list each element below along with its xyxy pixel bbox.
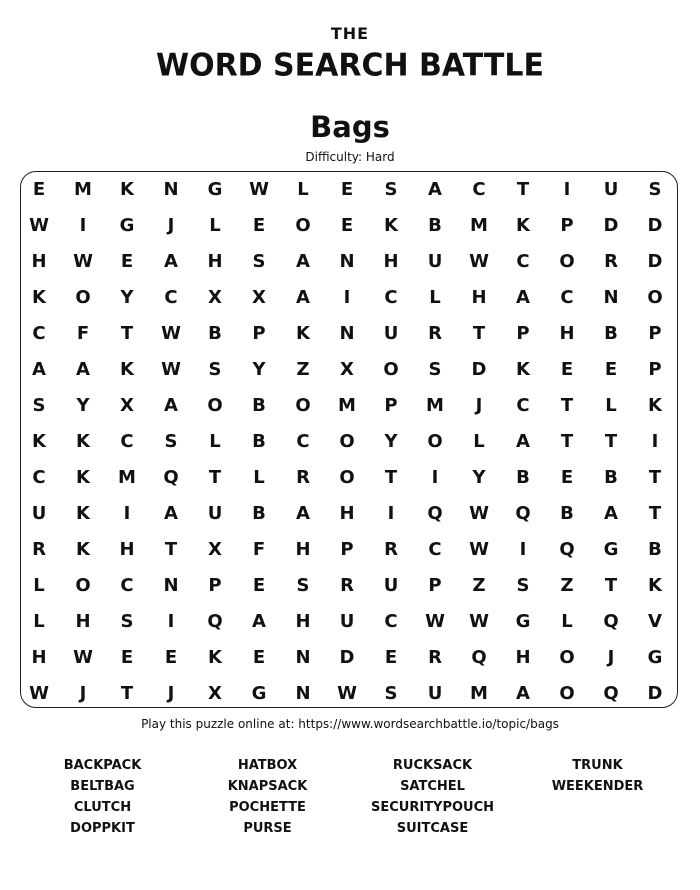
grid-cell: C xyxy=(384,611,398,632)
grid-cell: O xyxy=(75,287,91,308)
grid-cell: C xyxy=(32,323,46,344)
grid-cell: E xyxy=(604,359,618,380)
grid-cell: A xyxy=(604,503,618,524)
grid-cell: J xyxy=(167,215,175,236)
grid-cell: Y xyxy=(76,395,90,416)
grid-cell: F xyxy=(252,539,266,560)
grid-cell: H xyxy=(559,323,575,344)
word-item: SUITCASE xyxy=(396,821,469,836)
grid-cell: Q xyxy=(163,467,179,488)
grid-cell: C xyxy=(296,431,310,452)
word-item: KNAPSACK xyxy=(227,779,308,794)
grid-cell: K xyxy=(32,431,46,452)
grid-cell: O xyxy=(559,647,575,668)
grid-cell: K xyxy=(296,323,310,344)
grid-cell: B xyxy=(208,323,222,344)
grid-cell: S xyxy=(516,575,530,596)
grid-cell: Y xyxy=(120,287,134,308)
grid-cell: Q xyxy=(207,611,223,632)
grid-cell: I xyxy=(519,539,527,560)
grid-cell: L xyxy=(209,431,221,452)
grid-cell: K xyxy=(516,215,530,236)
grid-cell: U xyxy=(427,251,443,272)
grid-cell: I xyxy=(563,179,571,200)
grid-cell: D xyxy=(603,215,619,236)
grid-cell: A xyxy=(164,395,178,416)
grid-cell: I xyxy=(123,503,131,524)
grid-cell: I xyxy=(431,467,439,488)
grid-cell: A xyxy=(516,683,530,704)
grid-cell: E xyxy=(252,215,266,236)
grid-cell: I xyxy=(387,503,395,524)
grid-cell: D xyxy=(647,683,663,704)
grid-cell: W xyxy=(29,215,49,236)
grid-cell: A xyxy=(296,287,310,308)
grid-cell: R xyxy=(296,467,310,488)
grid-cell: C xyxy=(428,539,442,560)
grid-cell: W xyxy=(73,251,93,272)
grid-cell: I xyxy=(343,287,351,308)
grid-cell: Y xyxy=(384,431,398,452)
grid-cell: K xyxy=(648,395,662,416)
grid-cell: C xyxy=(384,287,398,308)
grid-cell: F xyxy=(76,323,90,344)
grid-cell: K xyxy=(120,179,134,200)
grid-cell: J xyxy=(167,683,175,704)
grid-cell: T xyxy=(604,431,618,452)
grid-cell: C xyxy=(560,287,574,308)
grid-cell: C xyxy=(120,431,134,452)
grid-cell: E xyxy=(120,647,134,668)
grid-cell: N xyxy=(163,179,179,200)
grid-cell: A xyxy=(296,251,310,272)
grid-cell: T xyxy=(164,539,178,560)
grid-cell: W xyxy=(337,683,357,704)
brand-logo: WORD SEARCH BATTLE xyxy=(155,47,544,84)
grid-cell: S xyxy=(648,179,662,200)
grid-cell: G xyxy=(603,539,619,560)
grid-cell: G xyxy=(647,647,663,668)
grid-cell: T xyxy=(604,575,618,596)
grid-cell: D xyxy=(471,359,487,380)
grid-cell: Q xyxy=(603,611,619,632)
grid-cell: E xyxy=(252,575,266,596)
grid-cell: X xyxy=(208,539,222,560)
grid-cell: H xyxy=(339,503,355,524)
grid-cell: N xyxy=(295,647,311,668)
grid-cell: N xyxy=(603,287,619,308)
grid-cell: M xyxy=(118,467,136,488)
grid-cell: H xyxy=(295,611,311,632)
grid-cell: A xyxy=(252,611,266,632)
grid-cell: T xyxy=(560,395,574,416)
grid-cell: N xyxy=(339,251,355,272)
grid-cell: D xyxy=(647,215,663,236)
grid-cell: X xyxy=(252,287,266,308)
grid-cell: P xyxy=(340,539,354,560)
grid-cell: W xyxy=(425,611,445,632)
grid-cell: N xyxy=(295,683,311,704)
grid-cell: H xyxy=(515,647,531,668)
grid-cell: B xyxy=(252,431,266,452)
grid-cell: E xyxy=(252,647,266,668)
word-item: BELTBAG xyxy=(70,779,135,794)
grid-cell: Y xyxy=(252,359,266,380)
grid-cell: U xyxy=(339,611,355,632)
grid-cell: E xyxy=(120,251,134,272)
grid-cell: L xyxy=(561,611,573,632)
grid-cell: U xyxy=(603,179,619,200)
grid-cell: E xyxy=(560,467,574,488)
grid-cell: E xyxy=(32,179,46,200)
grid-cell: O xyxy=(427,431,443,452)
grid-cell: H xyxy=(295,539,311,560)
grid-cell: K xyxy=(76,467,90,488)
grid-cell: P xyxy=(208,575,222,596)
grid-cell: T xyxy=(472,323,486,344)
grid-cell: W xyxy=(249,179,269,200)
grid-cell: P xyxy=(516,323,530,344)
grid-cell: B xyxy=(604,323,618,344)
grid-cell: V xyxy=(648,611,662,632)
word-item: CLUTCH xyxy=(73,800,132,815)
grid-cell: Q xyxy=(471,647,487,668)
grid-cell: C xyxy=(32,467,46,488)
online-link-text: Play this puzzle online at: https://www.wordsearchbattle.io/topic/bags xyxy=(141,717,559,731)
grid-cell: P xyxy=(252,323,266,344)
brand-small: THE xyxy=(330,24,370,43)
word-item: TRUNK xyxy=(572,758,623,773)
word-item: SECURITYPOUCH xyxy=(370,800,495,815)
grid-cell: H xyxy=(207,251,223,272)
grid-cell: U xyxy=(383,323,399,344)
grid-cell: Q xyxy=(559,539,575,560)
grid-cell: P xyxy=(560,215,574,236)
grid-cell: I xyxy=(79,215,87,236)
grid-cell: A xyxy=(164,251,178,272)
grid-cell: W xyxy=(29,683,49,704)
grid-cell: X xyxy=(208,683,222,704)
page-title: Bags xyxy=(310,110,390,144)
grid-cell: O xyxy=(339,431,355,452)
grid-cell: L xyxy=(209,215,221,236)
grid-cell: C xyxy=(516,395,530,416)
grid-cell: T xyxy=(120,683,134,704)
grid-cell: L xyxy=(429,287,441,308)
difficulty-label: Difficulty: Hard xyxy=(305,150,395,164)
grid-cell: B xyxy=(428,215,442,236)
grid-cell: W xyxy=(161,323,181,344)
grid-cell: G xyxy=(515,611,531,632)
grid-cell: R xyxy=(340,575,354,596)
grid-cell: W xyxy=(469,539,489,560)
grid-cell: T xyxy=(120,323,134,344)
grid-cell: B xyxy=(604,467,618,488)
grid-cell: O xyxy=(647,287,663,308)
grid-cell: C xyxy=(164,287,178,308)
grid-cell: S xyxy=(296,575,310,596)
word-item: DOPPKIT xyxy=(70,821,135,836)
grid-cell: M xyxy=(470,215,488,236)
grid-cell: K xyxy=(648,575,662,596)
grid-cell: A xyxy=(164,503,178,524)
word-list xyxy=(20,755,680,839)
grid-cell: T xyxy=(208,467,222,488)
word-column xyxy=(20,755,185,839)
word-column xyxy=(185,755,350,839)
grid-cell: G xyxy=(119,215,135,236)
grid-cell: T xyxy=(516,179,530,200)
grid-cell: G xyxy=(251,683,267,704)
grid-cell: B xyxy=(252,395,266,416)
grid-cell: K xyxy=(76,503,90,524)
grid-cell: A xyxy=(296,503,310,524)
grid-cell: H xyxy=(119,539,135,560)
grid-cell: T xyxy=(648,467,662,488)
grid-cell: P xyxy=(428,575,442,596)
grid-cell: S xyxy=(208,359,222,380)
grid-cell: L xyxy=(605,395,617,416)
grid-cell: X xyxy=(208,287,222,308)
grid-cell: K xyxy=(120,359,134,380)
word-item: SATCHEL xyxy=(400,779,465,794)
grid-cell: K xyxy=(76,431,90,452)
grid-cell: S xyxy=(384,683,398,704)
grid-cell: T xyxy=(648,503,662,524)
grid-cell: M xyxy=(426,395,444,416)
grid-cell: U xyxy=(31,503,47,524)
grid-cell: E xyxy=(340,215,354,236)
letter-grid xyxy=(17,172,677,712)
grid-cell: L xyxy=(473,431,485,452)
grid-cell: Y xyxy=(472,467,486,488)
grid-cell: J xyxy=(607,647,615,668)
grid-cell: M xyxy=(74,179,92,200)
grid-cell: M xyxy=(470,683,488,704)
grid-cell: A xyxy=(76,359,90,380)
word-item: POCHETTE xyxy=(229,800,306,815)
word-column xyxy=(515,755,680,839)
grid-cell: E xyxy=(340,179,354,200)
grid-cell: T xyxy=(560,431,574,452)
grid-cell: O xyxy=(75,575,91,596)
grid-cell: E xyxy=(560,359,574,380)
grid-cell: D xyxy=(647,251,663,272)
grid-cell: S xyxy=(32,395,46,416)
grid-cell: A xyxy=(516,287,530,308)
grid-cell: L xyxy=(33,575,45,596)
grid-cell: K xyxy=(516,359,530,380)
grid-cell: P xyxy=(648,359,662,380)
grid-cell: S xyxy=(384,179,398,200)
grid-cell: A xyxy=(516,431,530,452)
grid-cell: G xyxy=(207,179,223,200)
grid-cell: S xyxy=(164,431,178,452)
grid-cell: S xyxy=(252,251,266,272)
word-item: PURSE xyxy=(243,821,292,836)
grid-cell: W xyxy=(469,251,489,272)
grid-cell: A xyxy=(32,359,46,380)
grid-cell: C xyxy=(120,575,134,596)
grid-cell: O xyxy=(295,395,311,416)
grid-cell: O xyxy=(207,395,223,416)
grid-cell: H xyxy=(31,647,47,668)
grid-cell: B xyxy=(648,539,662,560)
grid-cell: I xyxy=(167,611,175,632)
grid-cell: S xyxy=(120,611,134,632)
grid-cell: B xyxy=(252,503,266,524)
grid-cell: E xyxy=(384,647,398,668)
grid-cell: J xyxy=(79,683,87,704)
grid-cell: W xyxy=(161,359,181,380)
grid-cell: R xyxy=(32,539,46,560)
grid-cell: K xyxy=(32,287,46,308)
grid-cell: M xyxy=(338,395,356,416)
grid-cell: T xyxy=(384,467,398,488)
grid-cell: D xyxy=(339,647,355,668)
grid-cell: H xyxy=(383,251,399,272)
word-item: RUCKSACK xyxy=(392,758,473,773)
grid-cell: Z xyxy=(560,575,574,596)
grid-cell: N xyxy=(339,323,355,344)
grid-cell: I xyxy=(651,431,659,452)
grid-cell: Z xyxy=(472,575,486,596)
word-column xyxy=(350,755,515,839)
grid-cell: U xyxy=(207,503,223,524)
grid-cell: U xyxy=(427,683,443,704)
word-item: HATBOX xyxy=(237,758,298,773)
grid-cell: S xyxy=(428,359,442,380)
grid-cell: O xyxy=(383,359,399,380)
grid-cell: Q xyxy=(515,503,531,524)
grid-cell: K xyxy=(76,539,90,560)
grid-cell: P xyxy=(648,323,662,344)
grid-cell: H xyxy=(75,611,91,632)
grid-cell: E xyxy=(164,647,178,668)
grid-cell: C xyxy=(516,251,530,272)
grid-cell: P xyxy=(384,395,398,416)
grid-cell: W xyxy=(73,647,93,668)
grid-cell: L xyxy=(33,611,45,632)
grid-cell: B xyxy=(516,467,530,488)
grid-cell: W xyxy=(469,611,489,632)
grid-cell: W xyxy=(469,503,489,524)
grid-cell: U xyxy=(383,575,399,596)
grid-cell: O xyxy=(559,683,575,704)
grid-cell: R xyxy=(428,323,442,344)
grid-cell: K xyxy=(208,647,222,668)
grid-cell: C xyxy=(472,179,486,200)
grid-cell: O xyxy=(559,251,575,272)
grid-cell: Z xyxy=(296,359,310,380)
grid-cell: L xyxy=(253,467,265,488)
grid-cell: Q xyxy=(427,503,443,524)
grid-cell: A xyxy=(428,179,442,200)
grid-cell: R xyxy=(604,251,618,272)
grid-cell: O xyxy=(339,467,355,488)
grid-cell: X xyxy=(340,359,354,380)
grid-cell: N xyxy=(163,575,179,596)
grid-cell: R xyxy=(428,647,442,668)
grid-cell: O xyxy=(295,215,311,236)
word-item: WEEKENDER xyxy=(551,779,644,794)
grid-cell: H xyxy=(31,251,47,272)
grid-cell: Q xyxy=(603,683,619,704)
grid-cell: K xyxy=(384,215,398,236)
grid-cell: X xyxy=(120,395,134,416)
grid-cell: L xyxy=(297,179,309,200)
grid-cell: R xyxy=(384,539,398,560)
grid-cell: H xyxy=(471,287,487,308)
word-item: BACKPACK xyxy=(63,758,142,773)
grid-cell: J xyxy=(475,395,483,416)
grid-cell: B xyxy=(560,503,574,524)
